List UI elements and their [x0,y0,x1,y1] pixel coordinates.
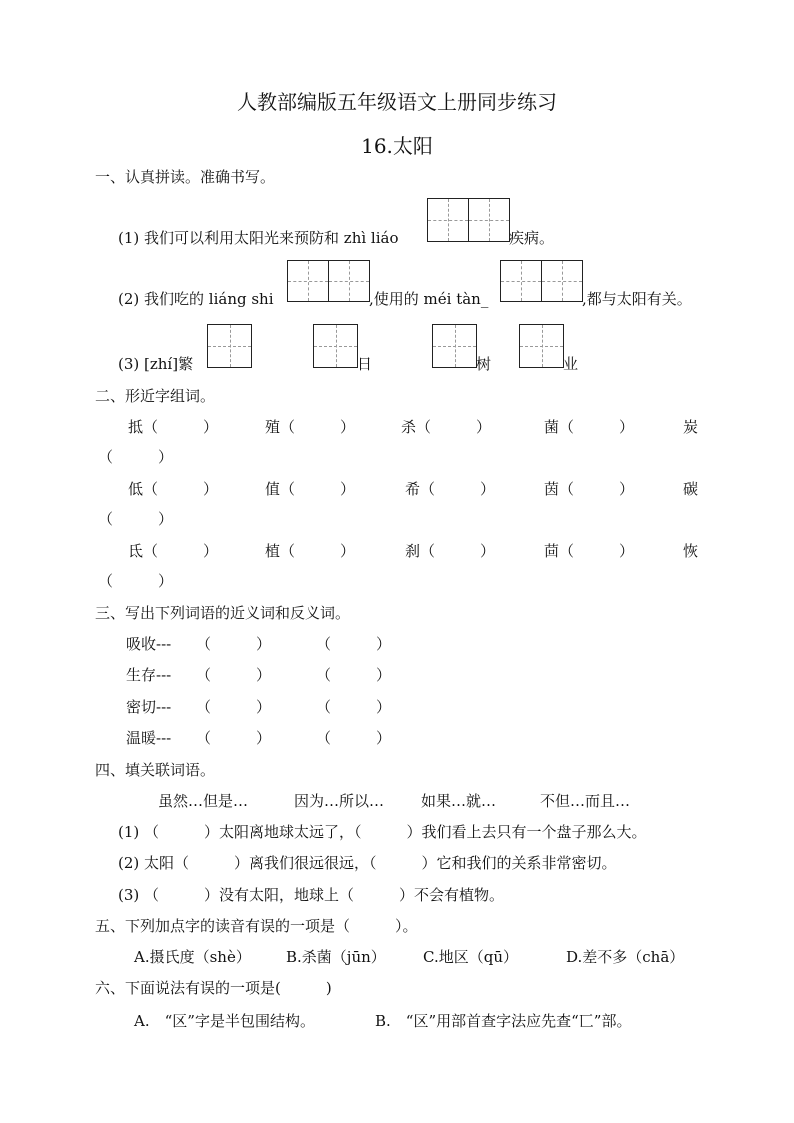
q3-writing-box-3[interactable] [432,324,477,368]
q2-writing-box-1[interactable] [287,260,370,302]
q3-word-4: 业 [563,355,579,373]
synonym-word: 密切--- [126,698,172,716]
section-1-heading: 一、认真拼读。准确书写。 [95,168,276,186]
antonym-blank: （ ） [316,635,392,653]
synonym-blank: （ ） [196,635,272,653]
page-title: 人教部编版五年级语文上册同步练习 [237,90,557,114]
q1-writing-box[interactable] [427,198,510,242]
q2-text: (2) 我们吃的 liáng shi [118,290,274,308]
conjunction-option: 如果…就… [421,792,497,810]
q2-tail: ,都与太阳有关。 [582,290,692,308]
synonym-word: 吸收--- [126,635,172,653]
antonym-blank: （ ） [316,698,392,716]
conjunction-option: 因为…所以… [294,792,385,810]
section-4-heading: 四、填关联词语。 [95,761,216,779]
choice-d: D.差不多（chā） [566,948,685,966]
choice-c: C.地区（qū） [423,948,518,966]
word-group-cell: 茴（ ） [544,542,635,560]
q3-writing-box-4[interactable] [519,324,564,368]
synonym-blank: （ ） [196,666,272,684]
word-group-wrap: （ ） [98,572,174,590]
conjunction-option: 不但…而且… [540,792,631,810]
section-2-heading: 二、形近字组词。 [95,387,216,405]
q2-writing-box-2[interactable] [500,260,583,302]
synonym-word: 生存--- [126,666,172,684]
q1-tail: 疾病。 [509,229,555,247]
word-group-cell: 碳 [683,480,699,498]
word-group-cell: 氐（ ） [128,542,219,560]
s4-question-2: (2) 太阳（ ）离我们很远很远，（ ）它和我们的关系非常密切。 [118,854,617,872]
word-group-cell: 恢 [683,542,699,560]
word-group-cell: 抵（ ） [128,418,219,436]
choice-a: A.摄氏度（shè） [134,948,251,966]
word-group-cell: 值（ ） [265,480,356,498]
antonym-blank: （ ） [316,729,392,747]
s4-question-1: (1) （ ）太阳离地球太远了，（ ）我们看上去只有一个盘子那么大。 [118,823,647,841]
lesson-title: 16.太阳 [361,134,433,158]
word-group-wrap: （ ） [98,448,174,466]
section-3-heading: 三、写出下列词语的近义词和反义词。 [95,604,351,622]
word-group-cell: 炭 [683,418,699,436]
conjunction-option: 虽然…但是… [158,792,249,810]
synonym-word: 温暖--- [126,729,172,747]
q3-writing-box-1[interactable] [207,324,252,368]
word-group-cell: 希（ ） [405,480,496,498]
word-group-cell: 茵（ ） [544,480,635,498]
word-group-cell: 低（ ） [128,480,219,498]
q3-text: (3) [zhí]繁 [118,355,194,373]
q3-word-2: 日 [357,355,373,373]
word-group-wrap: （ ） [98,510,174,528]
q3-writing-box-2[interactable] [313,324,358,368]
q2-middle: ,使用的 méi tàn_ [369,290,489,308]
choice-b: B.杀菌（jūn） [286,948,386,966]
word-group-cell: 刹（ ） [405,542,496,560]
q1-text: (1) 我们可以利用太阳光来预防和 zhì liáo [118,229,399,247]
word-group-cell: 杀（ ） [401,418,492,436]
section-6-heading: 六、下面说法有误的一项是( ) [95,979,332,997]
word-group-cell: 殖（ ） [265,418,356,436]
antonym-blank: （ ） [316,666,392,684]
q3-word-3: 树 [476,355,492,373]
synonym-blank: （ ） [196,698,272,716]
word-group-cell: 菌（ ） [544,418,635,436]
synonym-blank: （ ） [196,729,272,747]
s4-question-3: (3) （ ）没有太阳，地球上（ ）不会有植物。 [118,886,505,904]
s6-choice-b: B. “区”用部首查字法应先查“匸”部。 [375,1012,632,1030]
section-5-heading: 五、下列加点字的读音有误的一项是（ ）。 [95,917,418,935]
s6-choice-a: A. “区”字是半包围结构。 [134,1012,315,1030]
word-group-cell: 植（ ） [265,542,356,560]
